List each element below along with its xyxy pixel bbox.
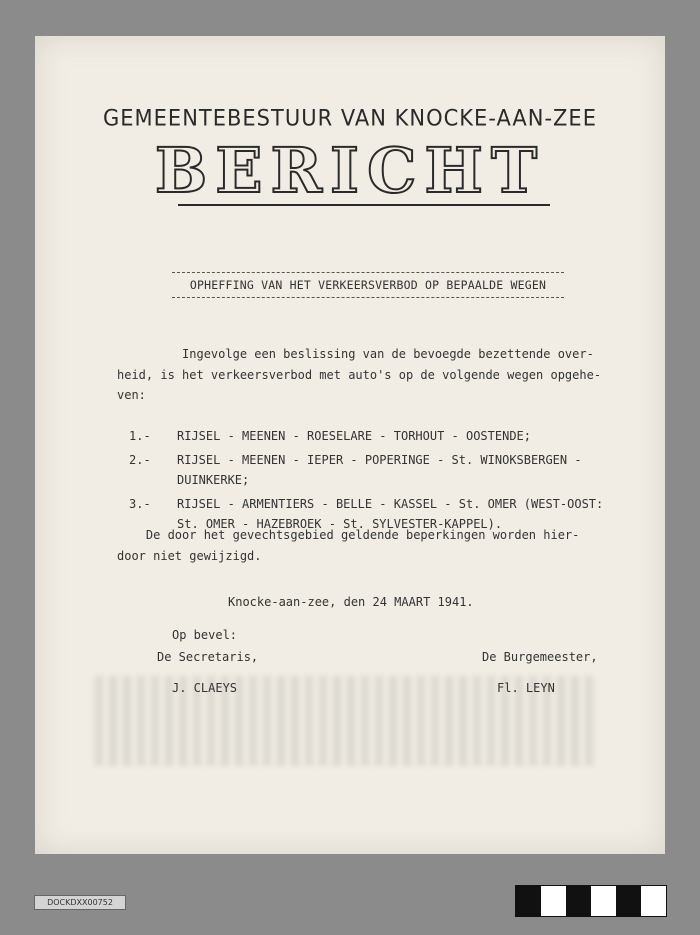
archive-label: DOCKDXX00752	[34, 895, 126, 910]
date-line: Knocke-aan-zee, den 24 MAART 1941.	[228, 595, 474, 609]
item-text: RIJSEL - MEENEN - ROESELARE - TORHOUT - OOSTENDE;	[177, 429, 532, 443]
list-item	[117, 426, 647, 447]
item-number: 1.-	[129, 429, 151, 443]
color-scale-bar	[515, 885, 667, 917]
title-underline	[178, 204, 550, 206]
title-text: BERICHT	[154, 134, 546, 207]
closing-paragraph: De door het gevechtsgebied geldende beperkingen worden hier- door niet gewijzigd.	[117, 528, 580, 563]
item-text: RIJSEL - ARMENTIERS - BELLE - KASSEL - St. OMER (WEST-OOST: St. OMER - HAZEBROEK - St. SYLVESTER-KAPPEL).	[177, 496, 604, 531]
issuer-heading: GEMEENTEBESTUUR VAN KNOCKE-AAN-ZEE	[103, 105, 597, 131]
item-text: RIJSEL - MEENEN - IEPER - POPERINGE - St. WINOKSBERGEN - DUINKERKE;	[177, 452, 582, 487]
secretary-title: De Secretaris,	[157, 650, 259, 664]
item-number: 3.-	[129, 496, 151, 511]
show-through-text	[95, 676, 595, 766]
item-number: 2.-	[129, 452, 151, 467]
subject-line: OPHEFFING VAN HET VERKEERSVERBOD OP BEPAALDE WEGEN	[172, 272, 564, 298]
document-page	[35, 36, 665, 854]
secretary-name: J. CLAEYS	[172, 681, 238, 695]
title	[35, 134, 665, 207]
list-item	[117, 450, 647, 491]
mayor-name: Fl. LEYN	[497, 681, 555, 695]
order-line: Op bevel:	[172, 628, 238, 642]
road-list	[117, 426, 647, 538]
intro-paragraph: Ingevolge een beslissing van de bevoegde bezettende over- heid, is het verkeersverbod met auto's op de volgende wegen opgehe- ven:	[117, 347, 602, 402]
mayor-title: De Burgemeester,	[482, 650, 598, 664]
